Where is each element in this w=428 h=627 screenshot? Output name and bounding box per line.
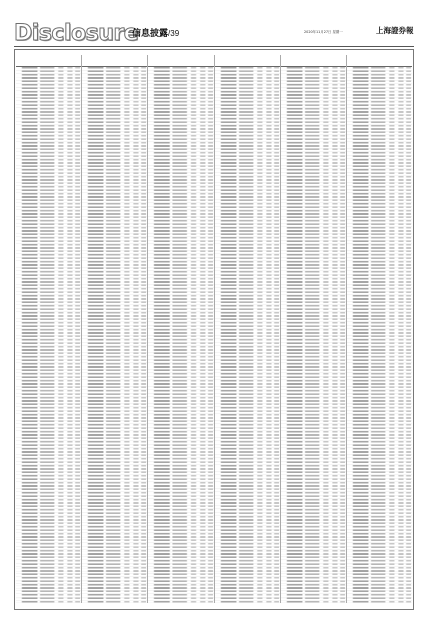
table-column	[281, 55, 347, 603]
table-column	[16, 55, 82, 603]
table-rows	[148, 67, 213, 603]
dateline: 2020年11月27日 星期一	[304, 30, 343, 34]
table-columns	[16, 55, 412, 603]
column-header	[148, 55, 213, 67]
disclosure-table-frame	[14, 49, 414, 610]
column-header	[215, 55, 280, 67]
disclosure-wordmark: Disclosure	[14, 21, 139, 46]
paper-name: 上海證券報	[376, 26, 414, 35]
table-rows	[347, 67, 412, 603]
column-header	[347, 55, 412, 67]
section-title	[132, 26, 179, 39]
table-column	[347, 55, 412, 603]
table-column	[82, 55, 148, 603]
table-rows	[281, 67, 346, 603]
table-rows	[215, 67, 280, 603]
table-rows	[16, 67, 81, 603]
section-title-text: 信息披露	[132, 29, 169, 39]
masthead-rule	[14, 46, 414, 47]
table-rows	[82, 67, 147, 603]
table-column	[215, 55, 281, 603]
masthead	[14, 22, 414, 46]
column-header	[281, 55, 346, 67]
column-header	[16, 55, 81, 67]
page-number: /39	[168, 29, 180, 38]
column-header	[82, 55, 147, 67]
table-column	[148, 55, 214, 603]
